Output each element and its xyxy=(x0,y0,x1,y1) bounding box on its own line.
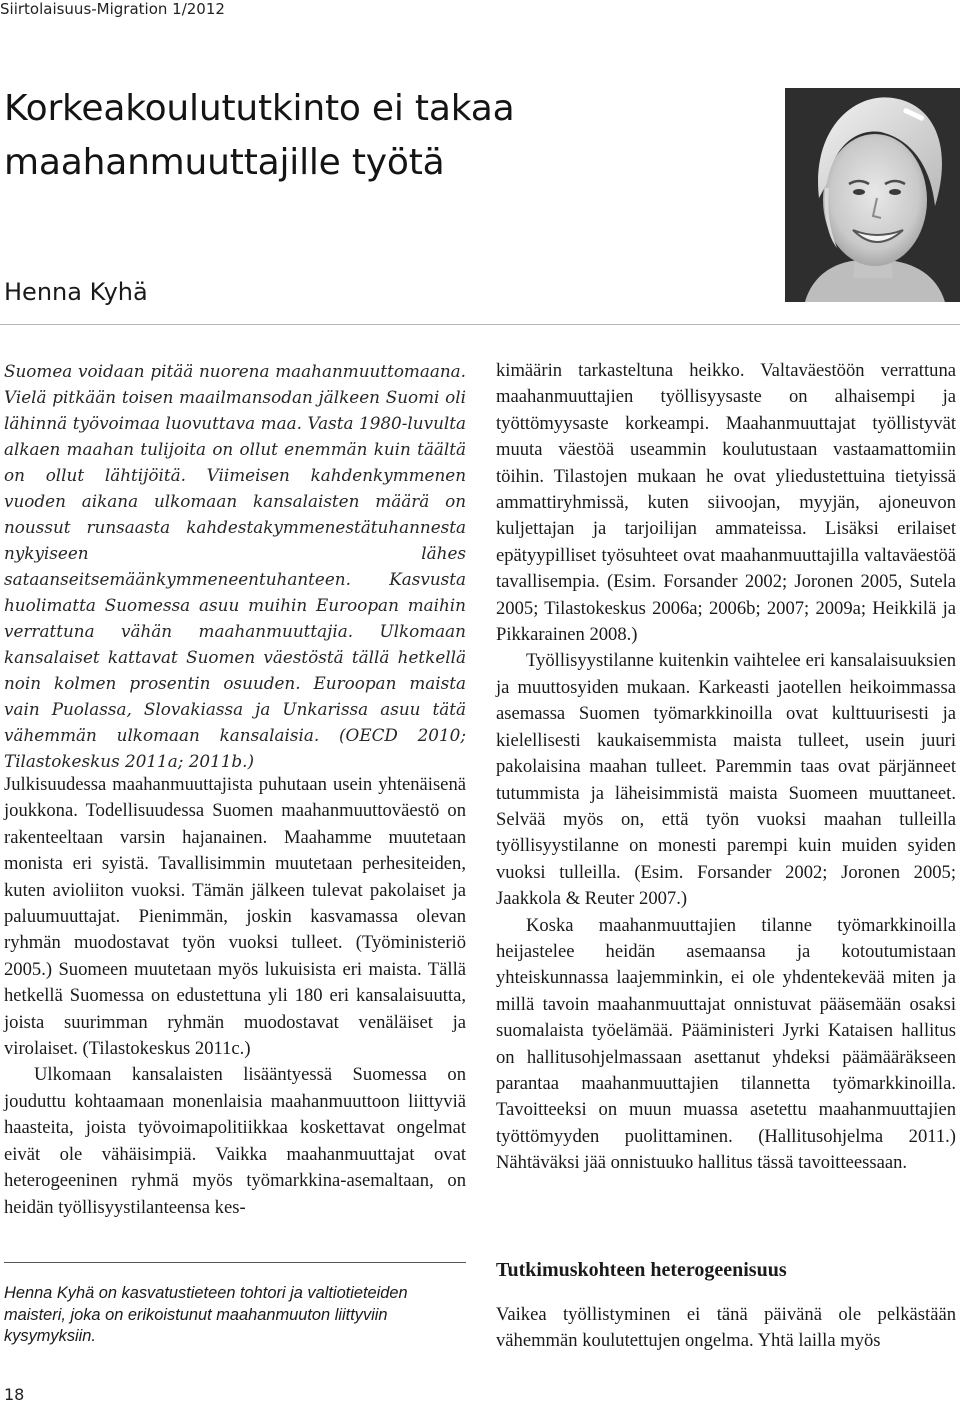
page-number: 18 xyxy=(4,1385,25,1404)
body-paragraph: Julkisuudessa maahanmuuttajista puhutaan usein yhtenäisenä joukkona. Todellisuudessa Suomen maahanmuuttoväestö on rakenteeltaan varsin hajanainen. Maahamme muutetaan monista eri syistä. Tavallisimmin muutetaan perhesiteiden, kuten avioliiton vuoksi. Tämän jälkeen tulevat pakolaiset ja paluumuuttajat. Pienimmän, joskin kasvamassa olevan ryhmän muodostavat työn vuoksi tulleet. (Työministeriö 2005.) Suomeen muutetaan myös lukuisista eri maista. Tällä hetkellä Suomessa on edustettuna yli 180 eri kansalaisuutta, joista suurimman ryhmän muodostavat venäläiset ja virolaiset. (Tilastokeskus 2011c.) xyxy=(4,774,466,1060)
author-name: Henna Kyhä xyxy=(4,278,148,306)
body-paragraph: kimäärin tarkasteltuna heikko. Valtaväestöön verrattuna maahanmuuttajien työllisyysaste on alhaisempi ja työttömyysaste korkeampi. Maahanmuuttajat työllistyvät muuta väestöä useammin koulutustaan vastaamattomiin töihin. Tilastojen mukaan he ovat yliedustettuina tietyissä ammattiryhmissä, kuten siivoojan, myyjän, ajoneuvon kuljettajan ja tarjoilijan ammateissa. Lisäksi erilaiset epätyypilliset työsuhteet ovat maahanmuuttajilla valtaväestöä tavallisempia. (Esim. Forsander 2002; Joronen 2005, Sutela 2005; Tilastokeskus 2006a; 2006b; 2007; 2009a; Heikkilä ja Pikkarainen 2008.) xyxy=(496,360,956,646)
publication-header: Siirtolaisuus-Migration 1/2012 xyxy=(0,0,225,18)
article-title: Korkeakoulututkinto ei takaa maahanmuuttajille työtä xyxy=(4,88,515,183)
section-divider xyxy=(0,324,960,325)
article-lede: Suomea voidaan pitää nuorena maahanmuuttomaana. Vielä pitkään toisen maailmansodan jälkeen Suomi oli lähinnä työvoimaa luovuttava maa. Vasta 1980-luvulta alkaen maahan tulijoita on ollut enemmän kuin täältä on ollut lähtijöitä. Viimeisen kahdenkymmenen vuoden aikana ulkomaan kansalaisten määrä on noussut runsaasta kahdestakymmenestätuhannesta nykyiseen lähes sataanseitsemäänkymmeneentuhanteen. Kasvusta huolimatta Suomessa asuu muihin Euroopan maihin verrattuna vähän maahanmuuttajia. Ulkomaan kansalaiset kattavat Suomen väestöstä tällä hetkellä noin kolmen prosentin osuuden. Euroopan maista vain Puolassa, Slovakiassa ja Unkarissa asuu tätä vähemmän ulkomaan kansalaisia. (OECD 2010; Tilastokeskus 2011a; 2011b.) xyxy=(4,361,466,771)
section-subheading: Tutkimuskohteen heterogeenisuus xyxy=(496,1259,787,1281)
body-column-right xyxy=(496,358,956,1177)
body-paragraph: Työllisyystilanne kuitenkin vaihtelee eri kansalaisuuksien ja muuttosyiden mukaan. Karkeasti jaotellen heikoimmassa asemassa Suomen työmarkkinoilla ovat kulttuurisesti ja kielellisesti kaukaisemmista maista tulleet, usein juuri pakolaisina maahan tulleet. Paremmin taas ovat pärjänneet tutummista ja läheisimmistä maista Suomeen muuttaneet. Selvää myös on, että työn vuoksi maahan tulleilla työllisyystilanne on monesti parempi kuin muiden syiden vuoksi tulleilla. (Esim. Forsander 2002; Joronen 2005; Jaakkola & Reuter 2007.) xyxy=(496,650,956,910)
body-paragraph: Vaikea työllistyminen ei tänä päivänä ole pelkästään vähemmän koulutettujen ongelma. Yhtä lailla myös xyxy=(496,1304,956,1352)
author-photo xyxy=(785,88,960,302)
author-footnote: Henna Kyhä on kasvatustieteen tohtori ja valtiotieteiden maisteri, joka on erikoistunut maahanmuuton liittyviin kysymyksiin. xyxy=(4,1284,408,1345)
body-paragraph: Ulkomaan kansalaisten lisääntyessä Suomessa on jouduttu kohtaamaan monenlaisia maahanmuuttoon liittyviä haasteita, joista työvoimapolitiikkaa koskettavat ongelmat eivät ole vähäisimpiä. Vaikka maahanmuuttajat ovat heterogeeninen ryhmä myös työmarkkina-asemaltaan, on heidän työllisyystilanteensa kes- xyxy=(4,1064,466,1218)
body-column-left xyxy=(4,772,466,1221)
footnote-divider xyxy=(4,1262,466,1263)
body-paragraph: Koska maahanmuuttajien tilanne työmarkkinoilla heijastelee heidän asemaansa ja kotoutumistaan yhteiskunnassa laajemminkin, ei ole yhdentekevää miten ja millä tavoin maahanmuuttajat onnistuvat pääsemään osaksi suomalaista työelämää. Pääministeri Jyrki Kataisen hallitus on hallitusohjelmassaan asettanut yhdeksi päämääräkseen parantaa maahanmuuttajien tilannetta työmarkkinoilla. Tavoitteeksi on muun muassa asetettu maahanmuuttajien työttömyyden puolittaminen. (Hallitusohjelma 2011.) Nähtäväksi jää onnistuuko hallitus tässä tavoitteessaan. xyxy=(496,914,956,1174)
